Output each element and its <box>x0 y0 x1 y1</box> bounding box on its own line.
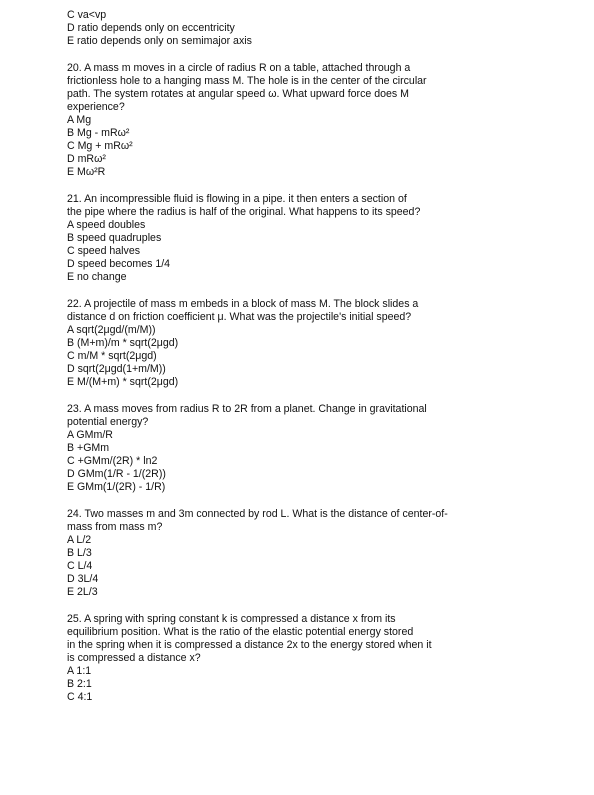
option-line: C 4:1 <box>67 691 93 704</box>
document-text <box>67 9 537 704</box>
option-line: B speed quadruples <box>67 232 162 244</box>
option-line: A L/2 <box>67 533 92 546</box>
option-line: A Mg <box>67 113 92 126</box>
option-line: D ratio depends only on eccentricity <box>67 22 235 35</box>
question-prompt-line: in the spring when it is compressed a distance 2x to the energy stored when it <box>67 638 432 651</box>
question-prompt-line: mass from mass m? <box>67 520 163 533</box>
option-line: A sqrt(2μgd/(m/M)) <box>67 323 156 336</box>
option-line: A 1:1 <box>67 664 92 677</box>
option-line: D 3L/4 <box>67 573 99 586</box>
question-prompt-line: the pipe where the radius is half of the original. What happens to its speed? <box>67 205 421 218</box>
option-line: B (M+m)/m * sqrt(2μgd) <box>67 336 179 349</box>
question-25 <box>67 613 537 705</box>
option-line: C Mg + mRω² <box>67 140 133 153</box>
option-line: E no change <box>67 271 127 284</box>
option-line: C m/M * sqrt(2μgd) <box>67 350 157 363</box>
option-line: B 2:1 <box>67 678 92 690</box>
question-prompt-line: potential energy? <box>67 415 149 428</box>
question-20 <box>67 62 537 180</box>
option-line: C L/4 <box>67 559 93 572</box>
question-prompt-line: frictionless hole to a hanging mass M. The hole is in the center of the circular <box>67 74 427 87</box>
option-line: C va<vp <box>67 9 107 21</box>
question-prompt-line: 24. Two masses m and 3m connected by rod L. What is the distance of center-of- <box>67 507 448 520</box>
option-line: C speed halves <box>67 245 141 258</box>
option-line: D sqrt(2μgd(1+m/M)) <box>67 363 166 376</box>
question-prompt-line: path. The system rotates at angular speed ω. What upward force does M <box>67 87 409 100</box>
option-line: B L/3 <box>67 546 92 559</box>
question-23 <box>67 403 537 495</box>
question-prompt-line: experience? <box>67 100 125 113</box>
question-prompt-line: 22. A projectile of mass m embeds in a block of mass M. The block slides a <box>67 297 419 310</box>
option-line: C +GMm/(2R) * ln2 <box>67 455 158 467</box>
option-line: E 2L/3 <box>67 586 98 599</box>
option-line: D speed becomes 1/4 <box>67 258 171 271</box>
question-prompt-line: equilibrium position. What is the ratio of the elastic potential energy stored <box>67 625 414 638</box>
option-line: E ratio depends only on semimajor axis <box>67 35 252 48</box>
options-carryover <box>67 9 537 48</box>
option-line: B +GMm <box>67 441 110 454</box>
option-line: A speed doubles <box>67 218 146 231</box>
option-line: E GMm(1/(2R) - 1/R) <box>67 481 166 494</box>
question-prompt-line: 23. A mass moves from radius R to 2R from a planet. Change in gravitational <box>67 402 427 415</box>
question-prompt-line: distance d on friction coefficient μ. What was the projectile's initial speed? <box>67 310 412 323</box>
question-prompt-line: 20. A mass m moves in a circle of radius R on a table, attached through a <box>67 61 411 74</box>
question-prompt-line: is compressed a distance x? <box>67 651 201 664</box>
option-line: D GMm(1/R - 1/(2R)) <box>67 468 166 481</box>
question-24 <box>67 508 537 600</box>
question-prompt-line: 25. A spring with spring constant k is compressed a distance x from its <box>67 612 396 625</box>
question-21 <box>67 193 537 285</box>
option-line: E Mω²R <box>67 166 106 179</box>
option-line: A GMm/R <box>67 428 113 441</box>
option-line: E M/(M+m) * sqrt(2μgd) <box>67 376 179 389</box>
option-line: D mRω² <box>67 153 106 166</box>
question-prompt-line: 21. An incompressible fluid is flowing in a pipe. it then enters a section of <box>67 192 407 205</box>
question-22 <box>67 298 537 390</box>
option-line: B Mg - mRω² <box>67 127 130 140</box>
